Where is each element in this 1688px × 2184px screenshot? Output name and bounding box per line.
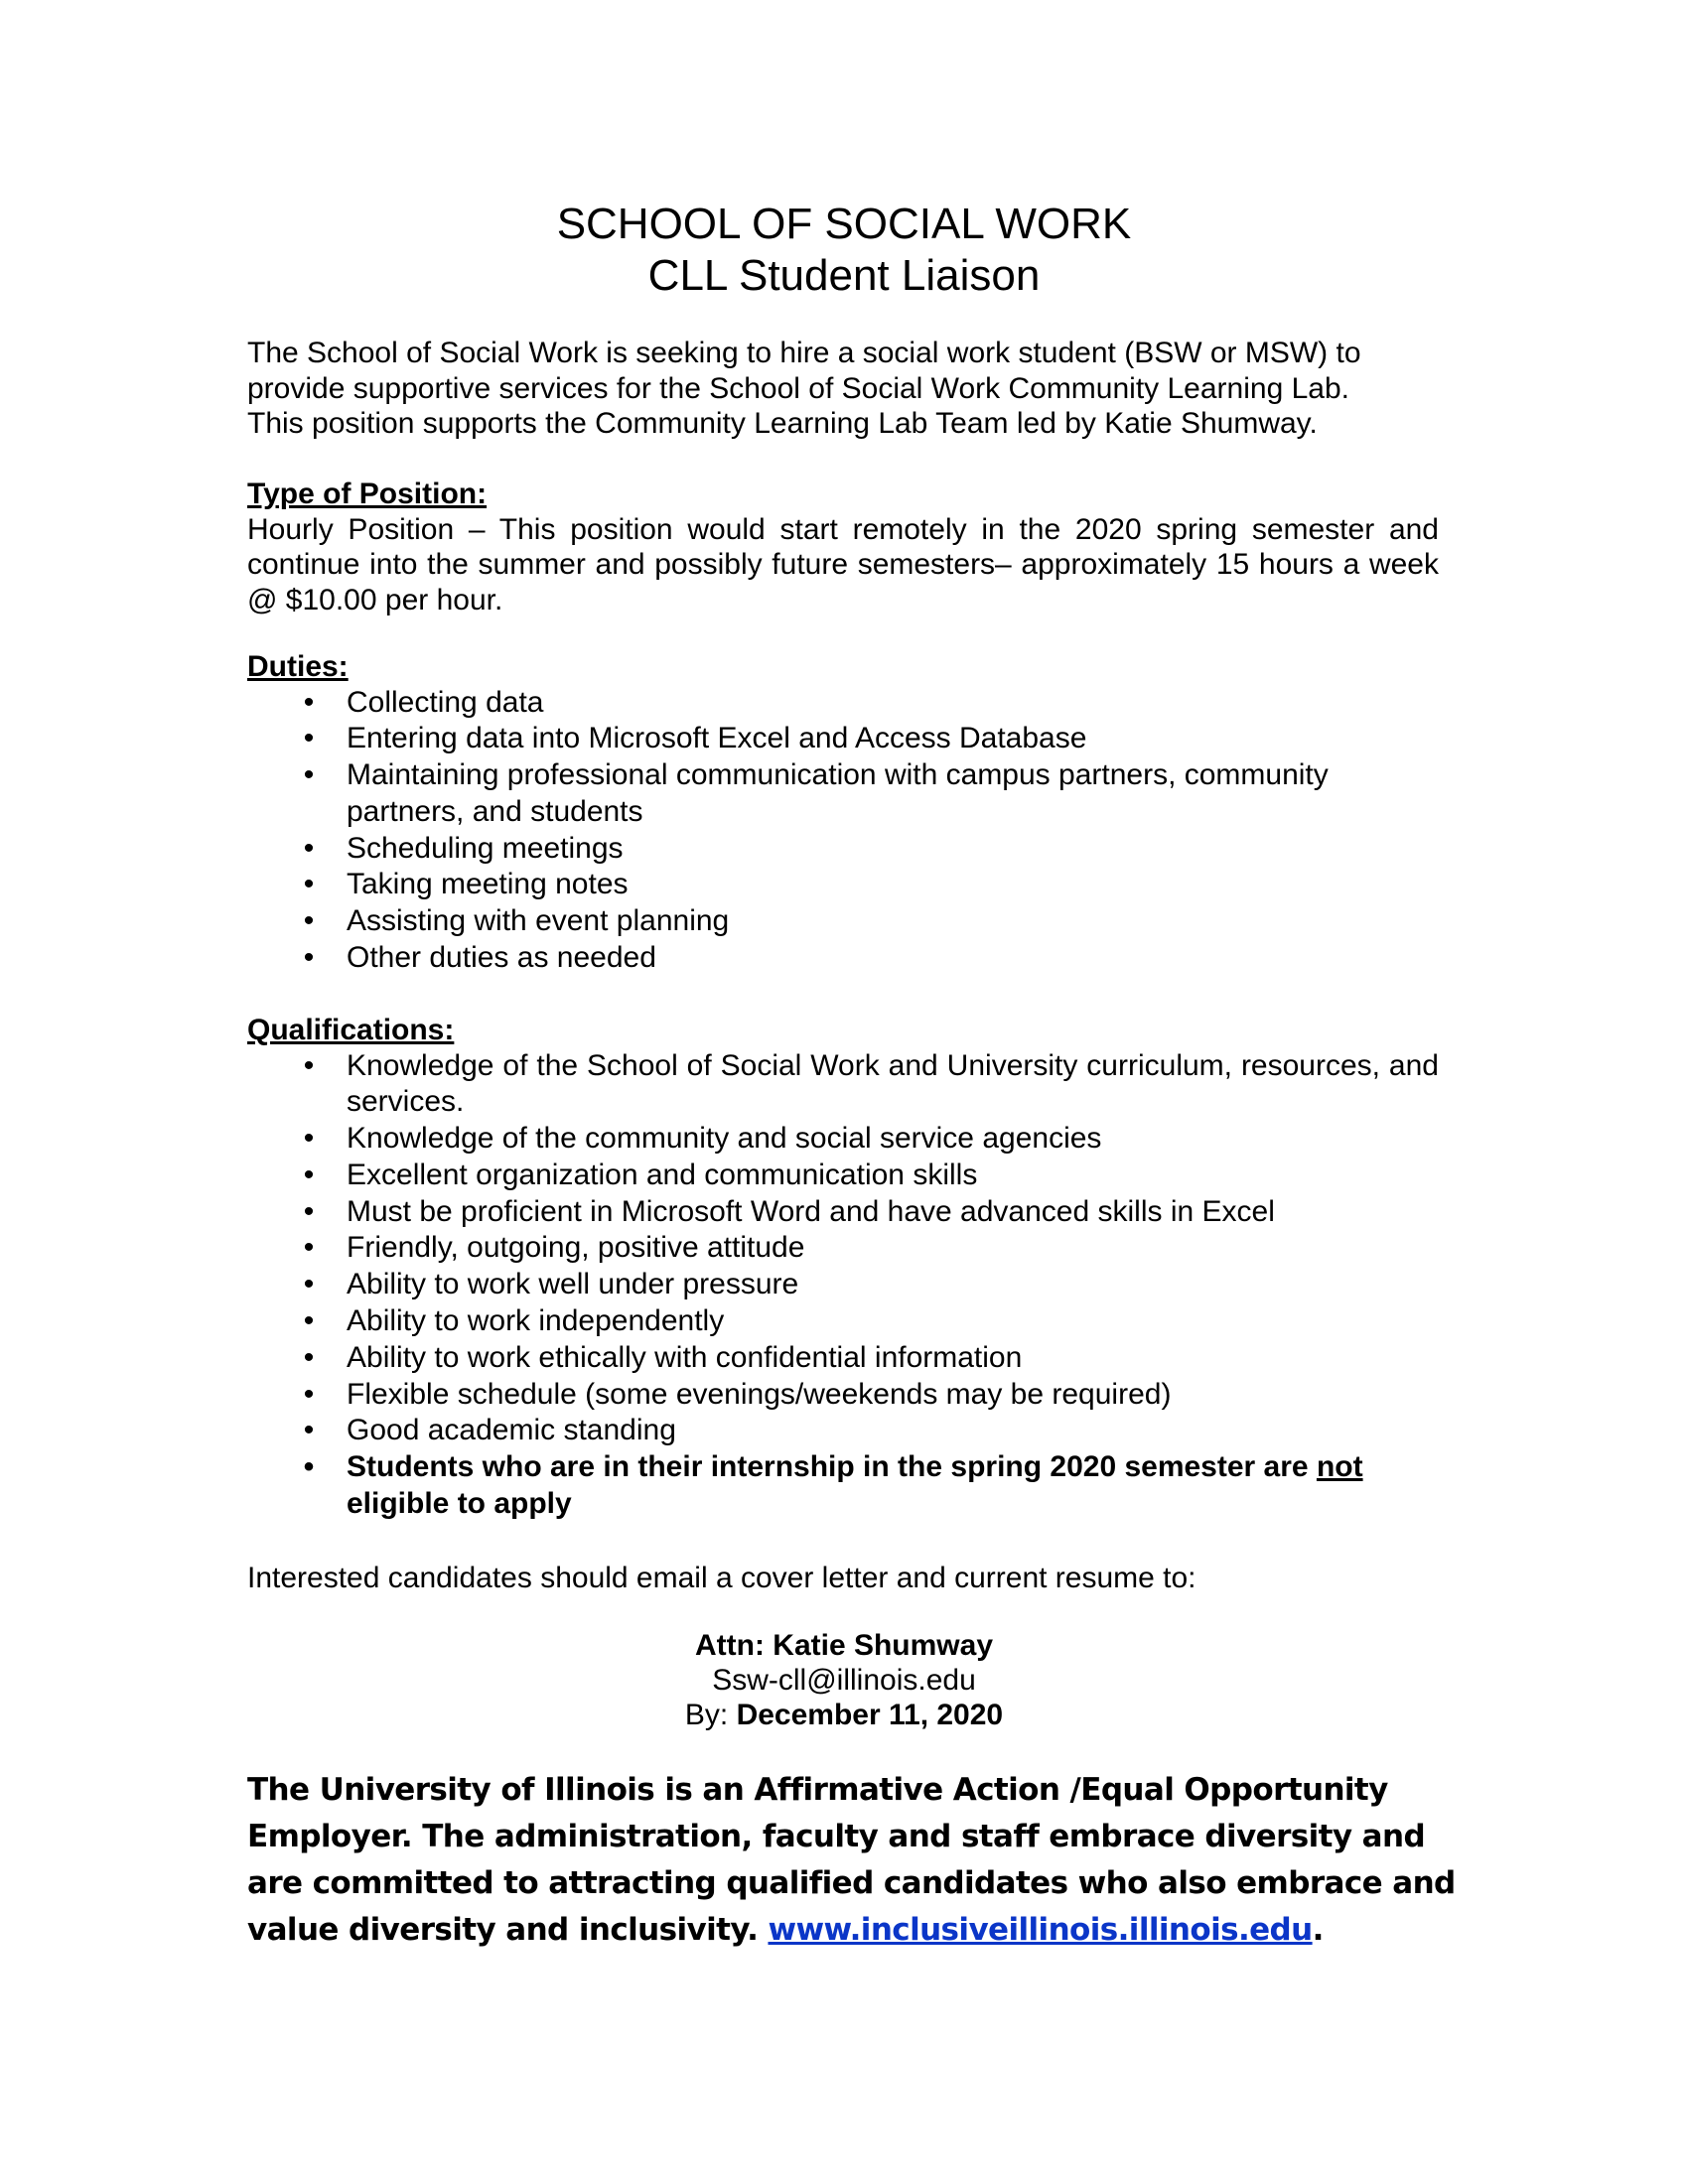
eligibility-text-end: eligible to apply: [347, 1487, 572, 1521]
qualifications-heading: Qualifications:: [247, 1014, 455, 1046]
duties-heading: Duties:: [247, 650, 349, 683]
bullet-icon: •: [303, 685, 315, 719]
intro-paragraph: [247, 336, 1439, 442]
bullet-icon: •: [303, 868, 315, 901]
list-item: • Ability to work ethically with confidential information: [247, 1340, 1439, 1377]
eeo-statement: [247, 1767, 1488, 1954]
bullet-icon: •: [303, 1377, 315, 1411]
bullet-icon: •: [303, 1158, 315, 1191]
duties-list: [247, 685, 1439, 977]
bullet-icon: •: [303, 941, 315, 975]
document-title: SCHOOL OF SOCIAL WORK: [556, 200, 1132, 248]
list-item: • Maintaining professional communication with campus partners, community partners, and students: [247, 757, 1439, 831]
list-item: • Knowledge of the School of Social Work and University curriculum, resources, and services.: [247, 1048, 1439, 1122]
intro-line: provide supportive services for the School of Social Work Community Learning Lab.: [247, 371, 1349, 405]
list-item: • Must be proficient in Microsoft Word and have advanced skills in Excel: [247, 1194, 1439, 1231]
list-item: • Ability to work independently: [247, 1303, 1439, 1340]
bullet-icon: •: [303, 758, 315, 792]
bullet-icon: •: [303, 1304, 315, 1338]
intro-line: This position supports the Community Learning Lab Team led by Katie Shumway.: [247, 407, 1318, 440]
eligibility-text: Students who are in their internship in the spring 2020 semester are: [347, 1450, 1317, 1484]
list-item: • Other duties as needed: [247, 940, 1439, 977]
bullet-icon: •: [303, 722, 315, 755]
document-subtitle: CLL Student Liaison: [647, 251, 1041, 300]
eligibility-item: [247, 1449, 1439, 1523]
application-deadline: [0, 1698, 1688, 1732]
list-item: • Scheduling meetings: [247, 831, 1439, 868]
bullet-icon: •: [303, 831, 315, 865]
bullet-icon: •: [303, 1048, 315, 1082]
list-item: • Entering data into Microsoft Excel and Access Database: [247, 721, 1439, 757]
deadline-label: By:: [684, 1699, 737, 1731]
qualifications-list: [247, 1048, 1439, 1523]
inclusive-illinois-link[interactable]: www.inclusiveillinois.illinois.edu: [768, 1912, 1313, 1948]
eeo-trailing-period: .: [1312, 1912, 1324, 1948]
list-item: • Good academic standing: [247, 1413, 1439, 1449]
deadline-date: December 11, 2020: [736, 1699, 1004, 1731]
list-item: • Taking meeting notes: [247, 867, 1439, 903]
eligibility-emphasis: not: [1316, 1450, 1363, 1484]
eeo-text: The University of Illinois is an Affirmative Action /Equal Opportunity Employer. The administration, faculty and staff embrace diversity and are committed to attracting qualified candidates who also embrace and value diversity and inclusivity.: [247, 1772, 1456, 1948]
list-item: • Friendly, outgoing, positive attitude: [247, 1230, 1439, 1267]
duties-section: [247, 649, 1439, 977]
contact-email: Ssw-cll@illinois.edu: [712, 1664, 976, 1697]
bullet-icon: •: [303, 1194, 315, 1228]
application-instruction: Interested candidates should email a cover letter and current resume to:: [247, 1562, 1196, 1594]
contact-attn: Attn: Katie Shumway: [694, 1629, 994, 1662]
bullet-icon: •: [303, 1414, 315, 1447]
bullet-icon: •: [303, 1122, 315, 1156]
list-item: • Ability to work well under pressure: [247, 1267, 1439, 1303]
qualifications-section: [247, 1013, 1439, 1523]
bullet-icon: •: [303, 1340, 315, 1374]
type-of-position-text: Hourly Position – This position would start remotely in the 2020 spring semester and continue into the summer and possibly future semesters– approximately 15 hours a week @ $10.00 per hour.: [247, 512, 1439, 616]
list-item: • Assisting with event planning: [247, 903, 1439, 940]
list-item: • Collecting data: [247, 685, 1439, 722]
intro-line: The School of Social Work is seeking to hire a social work student (BSW or MSW) to: [247, 337, 1361, 369]
list-item: • Flexible schedule (some evenings/weekends may be required): [247, 1377, 1439, 1414]
type-of-position-section: [247, 477, 1439, 617]
list-item: • Excellent organization and communication skills: [247, 1158, 1439, 1194]
bullet-icon: •: [303, 1268, 315, 1301]
type-of-position-heading: Type of Position:: [247, 478, 488, 510]
bullet-icon: •: [303, 1231, 315, 1265]
bullet-icon: •: [303, 1450, 315, 1484]
bullet-icon: •: [303, 904, 315, 938]
list-item: • Knowledge of the community and social service agencies: [247, 1121, 1439, 1158]
